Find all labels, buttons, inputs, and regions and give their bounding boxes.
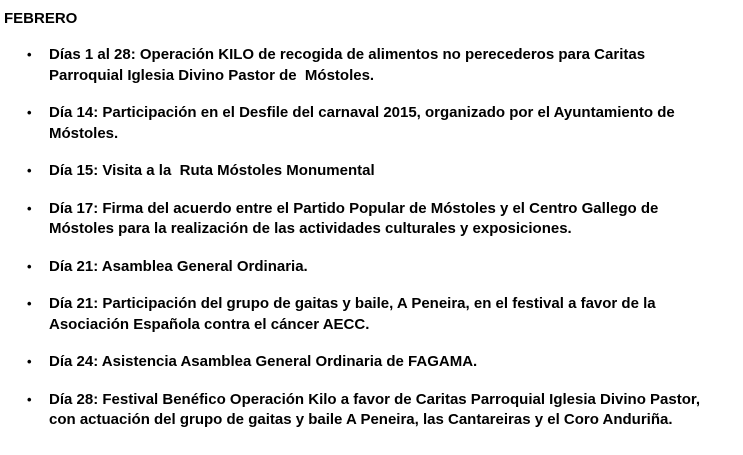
list-item	[0, 103, 743, 144]
list-item	[0, 294, 743, 335]
event-text-line: Parroquial Iglesia Divino Pastor de Móstoles.	[49, 66, 375, 84]
bullet-icon: •	[27, 105, 32, 120]
event-text-line: Día 28: Festival Benéfico Operación Kilo a favor de Caritas Parroquial Iglesia Divino Pastor,	[49, 390, 701, 408]
event-text-line: Día 15: Visita a la Ruta Móstoles Monumental	[49, 162, 375, 179]
event-text-line: Día 14: Participación en el Desfile del carnaval 2015, organizado por el Ayuntamiento de	[49, 104, 675, 121]
list-item	[0, 45, 743, 86]
list-item	[0, 257, 743, 278]
event-text-line: Día 21: Asamblea General Ordinaria.	[49, 257, 308, 275]
bullet-icon: •	[27, 163, 32, 178]
event-text-line: con actuación del grupo de gaitas y baile A Peneira, las Cantareiras y el Coro Anduriña.	[49, 411, 673, 428]
event-text-line: Móstoles para la realización de las actividades culturales y exposiciones.	[49, 220, 572, 237]
event-text-line: Móstoles.	[49, 124, 119, 142]
event-list	[0, 45, 743, 448]
list-item	[0, 161, 743, 182]
event-text-line: Día 17: Firma del acuerdo entre el Partido Popular de Móstoles y el Centro Gallego de	[49, 199, 659, 217]
list-item	[0, 199, 743, 240]
bullet-icon: •	[27, 391, 32, 407]
event-text-line: Asociación Española contra el cáncer AECC.	[49, 315, 370, 333]
list-item	[0, 390, 743, 431]
bullet-icon: •	[27, 258, 32, 274]
bullet-icon: •	[27, 47, 32, 62]
section-title: FEBRERO	[4, 10, 78, 27]
event-text-line: Día 21: Participación del grupo de gaitas y baile, A Peneira, en el festival a favor de la	[49, 295, 656, 312]
bullet-icon: •	[27, 296, 32, 311]
event-text-line: Días 1 al 28: Operación KILO de recogida de alimentos no perecederos para Caritas	[49, 46, 646, 63]
bullet-icon: •	[27, 354, 32, 369]
list-item	[0, 352, 743, 373]
bullet-icon: •	[27, 200, 32, 216]
event-text-line: Día 24: Asistencia Asamblea General Ordinaria de FAGAMA.	[49, 353, 478, 370]
